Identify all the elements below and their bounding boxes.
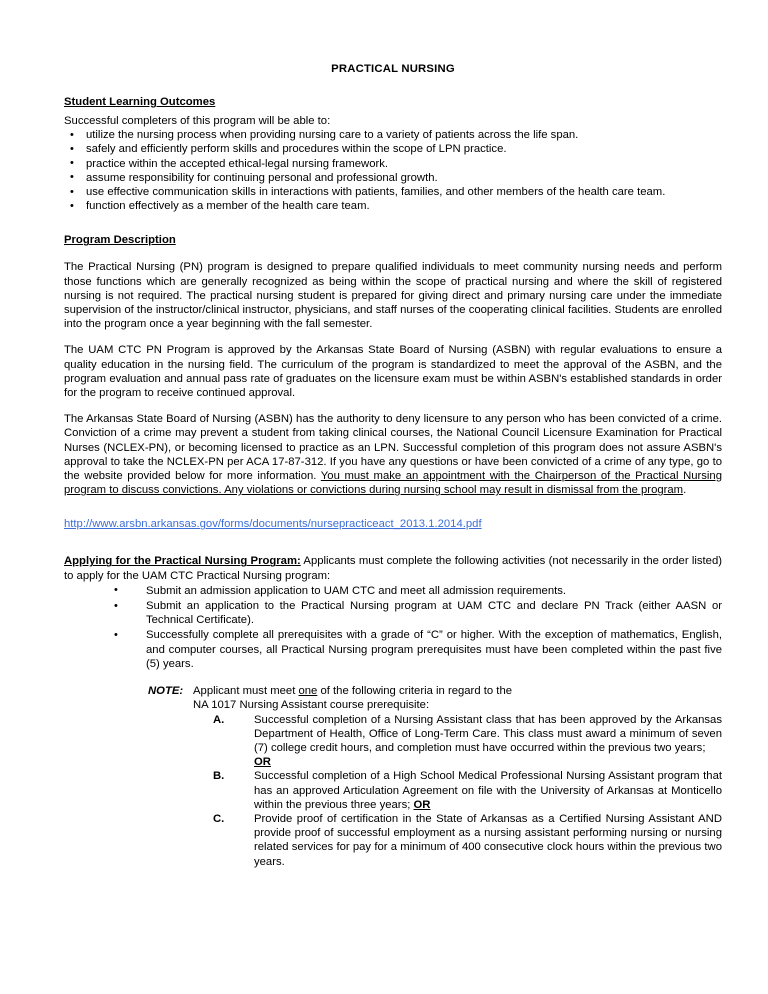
list-item: • use effective communication skills in interactions with patients, families, and other members of the health care team. — [64, 185, 722, 199]
list-item-letter: B. — [213, 770, 225, 783]
conviction-trailing-period: . — [683, 484, 687, 497]
list-item-or-connector: OR — [254, 756, 271, 769]
note-line1-before: Applicant must meet — [193, 685, 299, 698]
note-second-line: NA 1017 Nursing Assistant course prerequisite: — [193, 699, 430, 712]
list-item-letter: C. — [213, 812, 225, 825]
list-item: • practice within the accepted ethical-legal nursing framework. — [64, 157, 722, 171]
list-item: • Successfully complete all prerequisites with a grade of “C” or higher. With the exception of mathematics, English, and computer courses, all Practical Nursing program prerequisites must have been completed within the past five (5) years. — [64, 628, 722, 671]
page-title: PRACTICAL NURSING — [331, 63, 455, 75]
list-item-or-connector: OR — [413, 798, 431, 811]
note-lettered-list — [148, 713, 722, 869]
list-item: • utilize the nursing process when providing nursing care to a variety of patients across the life span. — [64, 128, 722, 142]
nurse-practice-act-link-row — [64, 514, 722, 532]
program-description-paragraph-2: The UAM CTC PN Program is approved by the Arkansas State Board of Nursing (ASBN) with regular evaluations to ensure a quality education in the nursing field. The curriculum of the program is standardized to meet the approval of the ASBN, and the program evaluation and annual pass rate of graduates on the licensure exam must be within ASBN's established standards in order for the program to receive continued approval. — [64, 344, 722, 400]
list-item-text: Successful completion of a High School Medical Professional Nursing Assistant program that has an approved Articulation Agreement on file with the University of Arkansas at Monticello within the previous three years; — [254, 770, 722, 811]
list-item-text: Provide proof of certification in the State of Arkansas as a Certified Nursing Assistant AND provide proof of successful employment as a nursing assistant performing nursing or nursing related services for pay for a minimum of 400 consecutive clock hours within the previous two years. — [254, 812, 722, 868]
applying-intro-text: Applicants must complete the following activities (not necessarily in the order listed) to apply for the UAM CTC Practical Nursing program: — [64, 555, 722, 582]
list-item-text: Successful completion of a Nursing Assistant class that has been approved by the Arkansas Department of Health, Office of Long-Term Care. This class must award a minimum of seven (7) college credit hours, and completion must have occurred within the previous two years; — [254, 713, 722, 754]
applying-section — [64, 554, 722, 868]
note-first-line — [148, 684, 722, 698]
nurse-practice-act-link[interactable]: http://www.arsbn.arkansas.gov/forms/documents/nursepracticeact_2013.1.2014.pdf — [64, 518, 482, 531]
note-line1-emphasis: one — [298, 685, 318, 698]
list-item — [213, 769, 722, 812]
conviction-underlined-text: You must make an appointment with the Chairperson of the Practical Nursing program to discuss convictions. Any violations or convictions during nursing school may result in dismissal from the program — [64, 470, 722, 497]
note-block — [64, 684, 722, 869]
student-learning-outcomes-section — [64, 92, 722, 110]
list-item — [213, 812, 722, 869]
list-item: • Submit an admission application to UAM CTC and meet all admission requirements. — [64, 584, 722, 598]
conviction-paragraph — [64, 412, 722, 497]
note-label: NOTE: — [148, 685, 184, 698]
section-heading-applying: Applying for the Practical Nursing Program: — [64, 555, 301, 568]
outcomes-bullet-list — [64, 128, 722, 213]
section-heading-program-description: Program Description — [64, 234, 176, 247]
list-item — [213, 713, 722, 770]
list-item-letter: A. — [213, 713, 225, 726]
program-description-paragraph-1: The Practical Nursing (PN) program is designed to prepare qualified individuals to meet community nursing needs and perform those functions which are generally recognized as being within the scope of practical nursing and where the skill of registered nursing is not required. The practical nursing student is prepared for giving direct and primary nursing care under the immediate supervision of the instructor/clinical instructor, physicians, and staff nurses of the cooperating clinical facilities. Students are enrolled into the program once a year beginning with the fall semester. — [64, 261, 722, 331]
list-item: • function effectively as a member of the health care team. — [64, 199, 722, 213]
note-line1-after: of the following criteria in regard to the — [317, 685, 513, 698]
applying-bullet-list — [64, 584, 722, 671]
applying-intro-paragraph — [64, 554, 722, 582]
list-item: • Submit an application to the Practical Nursing program at UAM CTC and declare PN Track (either AASN or Technical Certificate). — [64, 599, 722, 627]
outcomes-lead-text: Successful completers of this program will be able to: — [64, 115, 331, 127]
conviction-plain-text: The Arkansas State Board of Nursing (ASBN) has the authority to deny licensure to any person who has been convicted of a crime. Conviction of a crime may prevent a student from taking clinical courses, the National Council Licensure Examination for Practical Nurses (NCLEX-PN), or becoming licensed to practice as an LPN. Successful completion of this program does not assure ASBN's approval to take the NCLEX-PN per ACA 17-87-312. If you have any questions or have been convicted of a crime of any type, go to the website provided below for more information. — [64, 413, 722, 483]
list-item: • assume responsibility for continuing personal and professional growth. — [64, 171, 722, 185]
section-heading-outcomes: Student Learning Outcomes — [64, 96, 216, 108]
program-description-section — [64, 230, 722, 248]
list-item: • safely and efficiently perform skills and procedures within the scope of LPN practice. — [64, 142, 722, 156]
